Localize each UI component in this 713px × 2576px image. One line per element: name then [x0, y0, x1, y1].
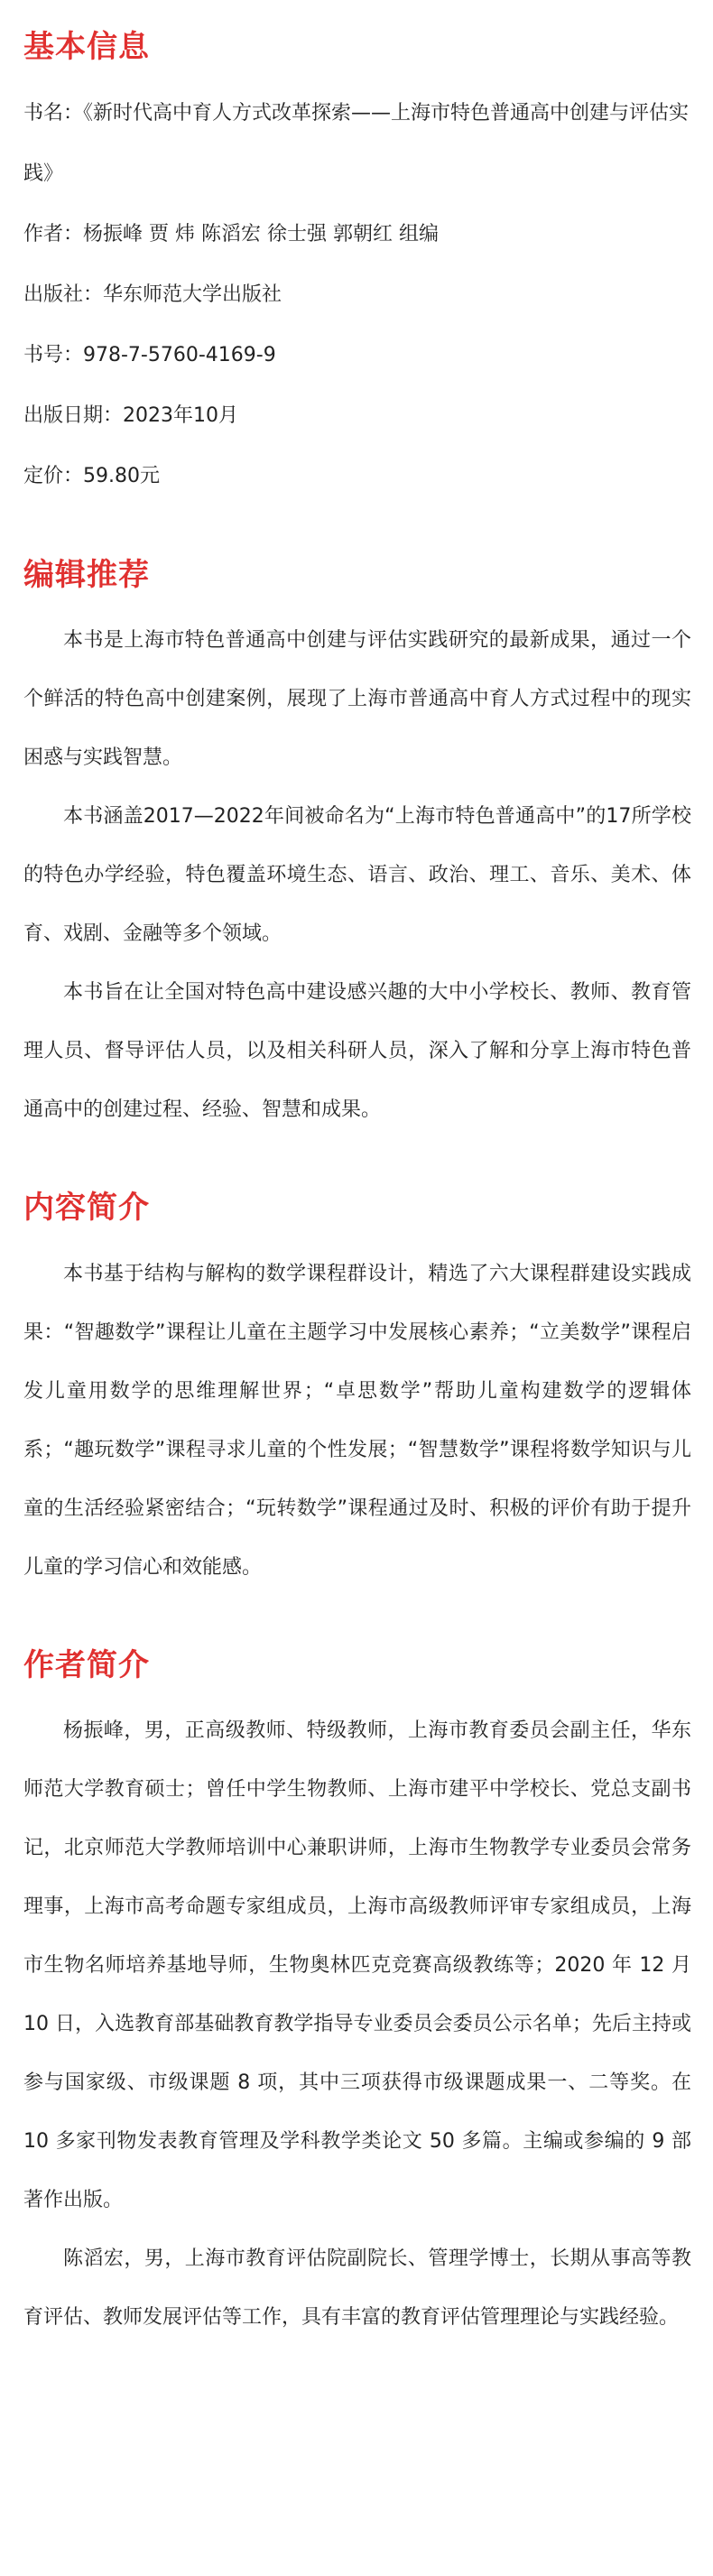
recommendation-heading: 编辑推荐 [23, 557, 150, 594]
summary-section [23, 1188, 691, 1596]
authors-line: 作者：杨振峰 贾 炜 陈滔宏 徐士强 郭朝红 组编 [23, 223, 439, 246]
recommendation-paragraph: 本书旨在让全国对特色高中建设感兴趣的大中小学校长、教师、教育管理人员、督导评估人员，以及相关科研人员，深入了解和分享上海市特色普通高中的创建过程、经验、智慧和成果。 [23, 981, 691, 1122]
isbn-line: 书号：978-7-5760-4169-9 [23, 344, 276, 367]
basic-info-section [23, 27, 691, 506]
basic-info-heading: 基本信息 [23, 29, 150, 65]
summary-heading: 内容简介 [23, 1190, 150, 1227]
price-line: 定价：59.80元 [23, 465, 160, 488]
author-intro-heading: 作者简介 [23, 1646, 150, 1683]
recommendation-paragraph: 本书是上海市特色普通高中创建与评估实践研究的最新成果，通过一个个鲜活的特色高中创建案例，展现了上海市普通高中育人方式过程中的现实困惑与实践智慧。 [23, 629, 691, 770]
publisher-line: 出版社：华东师范大学出版社 [23, 283, 282, 307]
pub-date-line: 出版日期：2023年10月 [23, 404, 238, 428]
author-intro-paragraph: 杨振峰，男，正高级教师、特级教师，上海市教育委员会副主任，华东师范大学教育硕士；曾任中学生物教师、上海市建平中学校长、党总支副书记，北京师范大学教师培训中心兼职讲师，上海市生物教学专业委员会常务理事，上海市高考命题专家组成员，上海市高级教师评审专家组成员，上海市生物名师培养基地导师，生物奥林匹克竞赛高级教练等；2020 年 12 月 10 日，入选教育部基础教育教学指导专业委员会委员公示名单；先后主持或参与国家级、市级课题 8 项，其中三项获得市级课题成果一、二等奖。在 10 多家刊物发表教育管理及学科教学类论文 50 多篇。主编或参编的 9 部著作出版。 [23, 1719, 691, 2211]
recommendation-paragraph: 本书涵盖2017—2022年间被命名为“上海市特色普通高中”的17所学校的特色办学经验，特色覆盖环境生态、语言、政治、理工、音乐、美术、体育、戏剧、金融等多个领域。 [23, 805, 691, 946]
book-title-line: 书名：《新时代高中育人方式改革探索——上海市特色普通高中创建与评估实践》 [23, 102, 690, 186]
recommendation-section [23, 555, 691, 1139]
author-intro-paragraph: 陈滔宏，男，上海市教育评估院副院长、管理学博士，长期从事高等教育评估、教师发展评估等工作，具有丰富的教育评估管理理论与实践经验。 [23, 2247, 691, 2329]
author-intro-section [23, 1645, 691, 2347]
summary-paragraph: 本书基于结构与解构的数学课程群设计，精选了六大课程群建设实践成果：“智趣数学”课程让儿童在主题学习中发展核心素养；“立美数学”课程启发儿童用数学的思维理解世界；“卓思数学”帮助儿童构建数学的逻辑体系；“趣玩数学”课程寻求儿童的个性发展；“智慧数学”课程将数学知识与儿童的生活经验紧密结合；“玩转数学”课程通过及时、积极的评价有助于提升儿童的学习信心和效能感。 [23, 1262, 691, 1579]
